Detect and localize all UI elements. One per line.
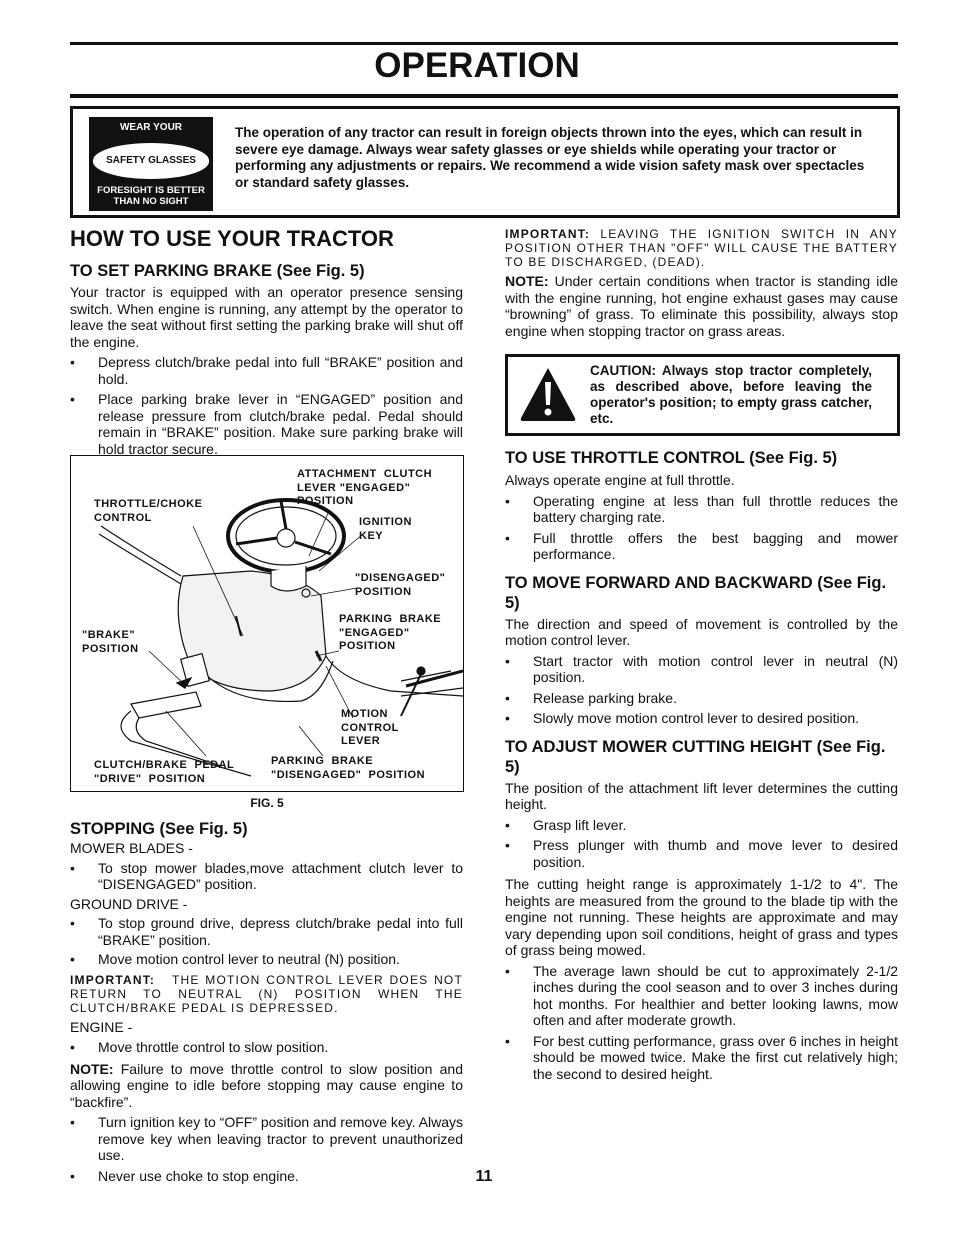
label-disengaged-position: "DISENGAGED" POSITION: [355, 572, 446, 598]
safety-glasses-badge: [89, 117, 213, 211]
engine-bullet: • Move throttle control to slow position.: [70, 1039, 463, 1056]
safety-warning-text: The operation of any tractor can result in foreign objects thrown into the eyes, which can result in severe eye damage. Always wear safety glasses or eye shields while operating your tractor or performing any adjustments or repairs. We recommend a wide vision safety mask over spectacles or standard safety glasses.: [235, 125, 865, 190]
page-title: OPERATION: [374, 46, 580, 85]
note-label-right: NOTE:: [505, 273, 549, 289]
note-label-left: NOTE:: [70, 1060, 114, 1077]
parking-bullet: • Depress clutch/brake pedal into full “BRAKE” position and hold.: [70, 354, 463, 387]
note-text-left: Failure to move throttle control to slow position and allowing engine to idle before stopping may cause engine to “backfire”.: [70, 1060, 464, 1110]
important-note-left: [70, 973, 463, 1015]
warning-triangle-icon: [518, 365, 578, 423]
label-motion-control-lever: MOTION CONTROL LEVER: [341, 708, 399, 747]
important-text-left: THE MOTION CONTROL LEVER DOES NOT RETURN TO NEUTRAL (N) POSITION WHEN THE CLUTCH/BRAKE PEDAL IS DEPRESSED.: [70, 972, 463, 1015]
label-brake-position: "BRAKE" POSITION: [82, 629, 139, 655]
range-bullet: • The average lawn should be cut to approximately 2-1/2 inches during the cool season and to over 3 inches during hot months. For healthier and better looking lawns, mow often and after moderate growth.: [505, 963, 898, 1029]
ground-drive-label: GROUND DRIVE -: [70, 895, 188, 912]
move-bullet: • Release parking brake.: [505, 690, 898, 707]
parking-brake-heading: TO SET PARKING BRAKE (See Fig. 5): [70, 262, 365, 280]
label-parking-brake-disengaged: PARKING BRAKE "DISENGAGED" POSITION: [271, 755, 426, 781]
important-label-right: IMPORTANT:: [505, 227, 591, 241]
left-column-top: [70, 226, 463, 457]
final-bullet: • Never use choke to stop engine.: [70, 1168, 463, 1185]
caution-box: [505, 354, 900, 436]
figure-caption: FIG. 5: [250, 796, 284, 810]
top-rule: [70, 42, 898, 45]
caution-text: CAUTION: Always stop tractor completely, as described above, before leaving the operator's position; to empty grass catcher, etc.: [590, 363, 872, 426]
move-text: The direction and speed of movement is controlled by the motion control lever.: [505, 615, 898, 648]
move-bullet: • Slowly move motion control lever to desired position.: [505, 710, 898, 727]
important-note-right: [505, 227, 898, 269]
throttle-bullet: • Operating engine at less than full throttle reduces the battery charging rate.: [505, 493, 898, 526]
parking-bullet: • Place parking brake lever in “ENGAGED” position and release pressure from clutch/brake pedal. Pedal should remain in “BRAKE” position. Make sure parking brake will hold tractor secure.: [70, 391, 463, 457]
badge-bottom-text: FORESIGHT IS BETTER THAN NO SIGHT: [97, 185, 205, 207]
throttle-text: Always operate engine at full throttle.: [505, 472, 735, 488]
label-ignition-key: IGNITION KEY: [359, 516, 412, 542]
note-left: [70, 1061, 463, 1111]
title-rule: [70, 94, 898, 98]
move-heading: TO MOVE FORWARD AND BACKWARD (See Fig. 5): [505, 573, 887, 612]
throttle-heading: TO USE THROTTLE CONTROL (See Fig. 5): [505, 449, 838, 467]
page-number: 11: [475, 1168, 493, 1185]
important-text-right: LEAVING THE IGNITION SWITCH IN ANY POSITION OTHER THAN "OFF" WILL CAUSE THE BATTERY TO BE DISCHARGED, (DEAD).: [505, 227, 898, 269]
move-bullet: • Start tractor with motion control lever in neutral (N) position.: [505, 653, 898, 686]
note-text-right: Under certain conditions when tractor is standing idle with the engine running, hot engine exhaust gases may cause “browning” of grass. To eliminate this possibility, always stop engine when stopping tractor on grass areas.: [505, 273, 899, 339]
height-bullet: • Press plunger with thumb and move lever to desired position.: [505, 837, 898, 870]
height-bullet: • Grasp lift lever.: [505, 817, 898, 834]
badge-middle-text: SAFETY GLASSES: [93, 143, 209, 179]
main-heading: HOW TO USE YOUR TRACTOR: [70, 226, 394, 251]
engine-label: ENGINE -: [70, 1018, 133, 1035]
right-column-top: [505, 227, 898, 339]
label-throttle-choke: THROTTLE/CHOKE CONTROL: [94, 498, 203, 524]
parking-brake-text: Your tractor is equipped with an operator presence sensing switch. When engine is running, any attempt by the operator to leave the seat without first setting the parking brake will shut off the engine.: [70, 284, 463, 350]
height-text: The position of the attachment lift lever determines the cutting height.: [505, 779, 898, 812]
figure-5: [70, 455, 464, 792]
badge-top-text: WEAR YOUR: [119, 122, 183, 133]
label-clutch-brake-pedal: CLUTCH/BRAKE PEDAL "DRIVE" POSITION: [94, 759, 235, 785]
mower-blades-label: MOWER BLADES -: [70, 840, 193, 856]
important-label-left: IMPORTANT:: [70, 972, 156, 987]
ground-drive-bullet: • To stop ground drive, depress clutch/brake pedal into full “BRAKE” position.: [70, 915, 463, 948]
cutting-range-text: The cutting height range is approximately 1-1/2 to 4". The heights are measured from the ground to the blade tip with the engine not running. These heights are approximate and may vary depending upon soil conditions, height of grass and types of grass being mowed.: [505, 876, 898, 958]
mower-blades-bullet: • To stop mower blades,move attachment clutch lever to “DISENGAGED” position.: [70, 860, 463, 893]
label-parking-brake-engaged: PARKING BRAKE "ENGAGED" POSITION: [339, 613, 442, 652]
note-right: [505, 273, 898, 339]
left-column-bottom: [70, 819, 463, 1184]
stopping-heading: STOPPING (See Fig. 5): [70, 820, 248, 838]
throttle-bullet: • Full throttle offers the best bagging and mower performance.: [505, 530, 898, 563]
label-attachment-clutch: ATTACHMENT CLUTCH LEVER "ENGAGED" POSITION: [297, 468, 433, 507]
final-bullet: • Turn ignition key to “OFF” position and remove key. Always remove key when leaving tractor to prevent unauthorized use.: [70, 1114, 463, 1164]
range-bullet: • For best cutting performance, grass over 6 inches in height should be mowed twice. Make the first cut relatively high; the second to desired height.: [505, 1033, 898, 1083]
safety-warning-box: [70, 106, 900, 218]
ground-drive-bullet: • Move motion control lever to neutral (N) position.: [70, 951, 463, 968]
height-heading: TO ADJUST MOWER CUTTING HEIGHT (See Fig. 5): [505, 737, 886, 776]
right-column-bottom: [505, 448, 898, 1082]
